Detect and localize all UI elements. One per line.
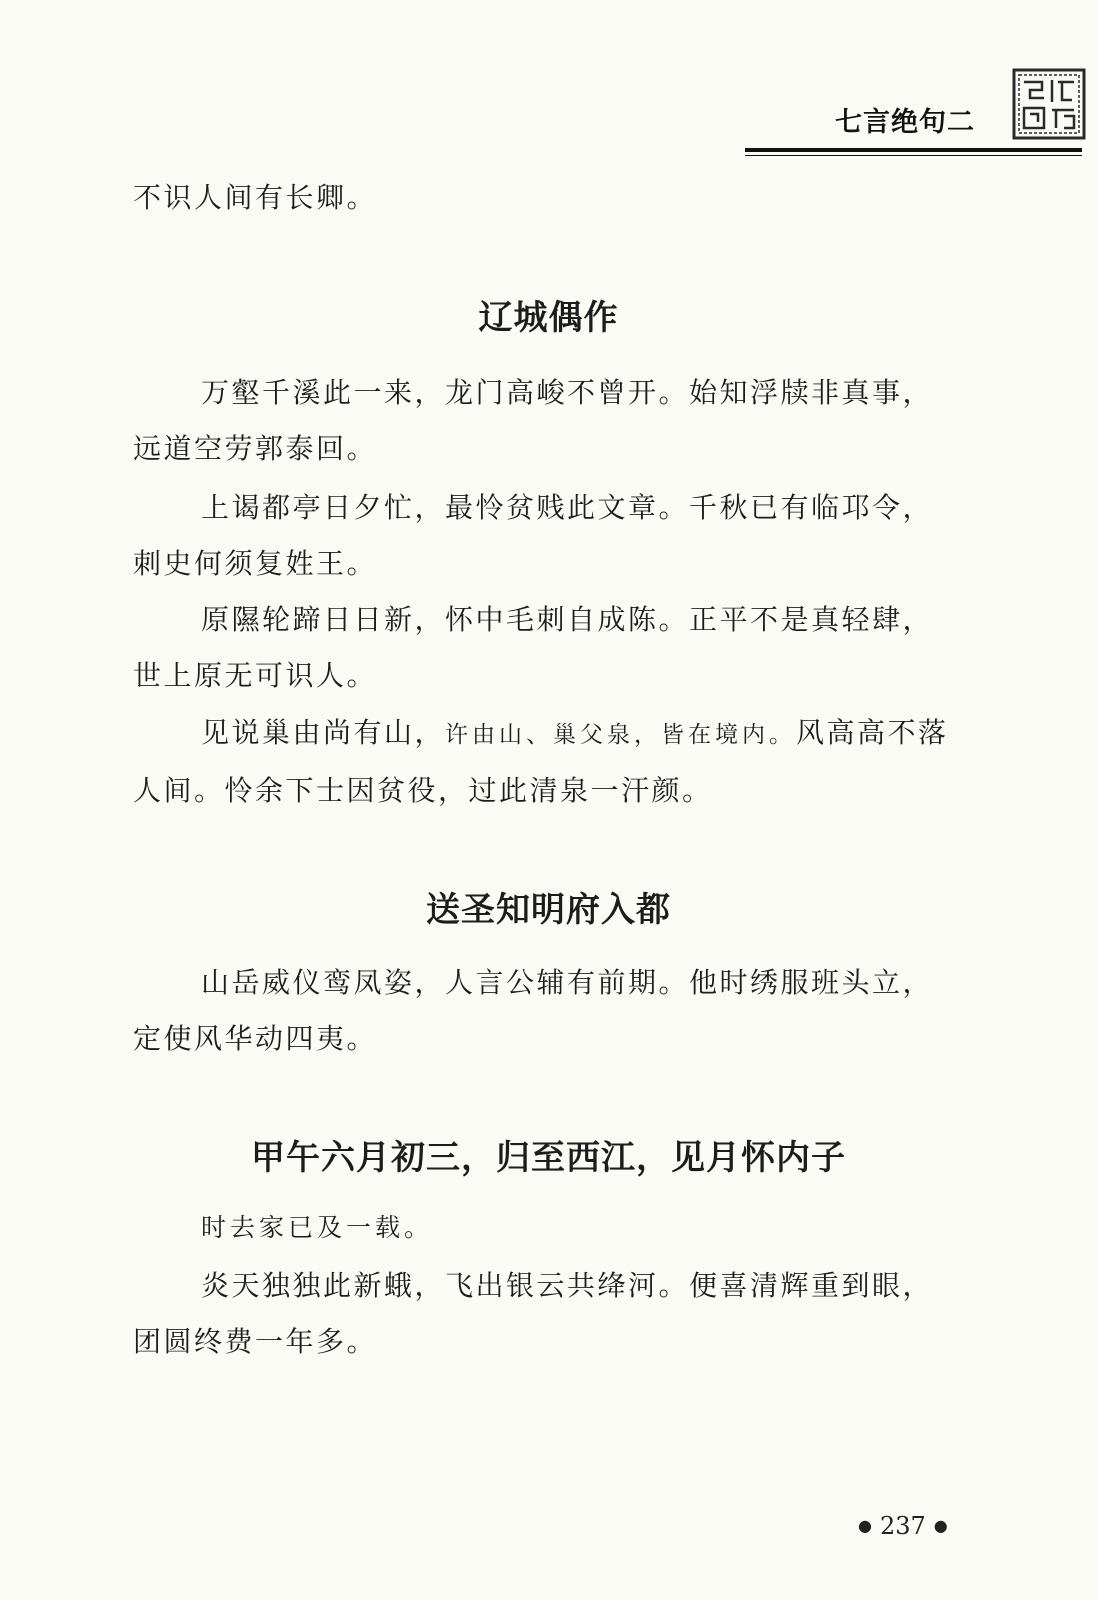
continuation-line: 不识人间有长卿。 <box>133 181 378 214</box>
stanza <box>133 592 983 704</box>
stanza-line: 远道空劳郭泰回。 <box>133 432 378 465</box>
stanza-line: 万壑千溪此一来，龙门高峻不曾开。始知浮牍非真事， <box>201 376 934 409</box>
page-number <box>850 1512 950 1540</box>
stanza-line: 人间。怜余下士因贫役，过此清泉一汗颜。 <box>133 774 713 807</box>
stanza-line: 团圆终费一年多。 <box>133 1325 378 1358</box>
inline-annotation: 许由山、巢父泉，皆在境内。 <box>445 722 797 748</box>
stanza-line: 山岳威仪鸾凤姿，人言公辅有前期。他时绣服班头立， <box>201 966 934 999</box>
header-rule-thin <box>745 155 1082 156</box>
running-header-title: 七言绝句二 <box>835 107 975 138</box>
stanza-line: 风高高不落 <box>796 716 949 749</box>
stanza-line: 上谒都亭日夕忙，最怜贫贱此文章。千秋已有临邛令， <box>201 491 934 524</box>
stanza <box>133 480 983 592</box>
stanza-line: 刺史何须复姓王。 <box>133 547 378 580</box>
stanza-line: 原隰轮蹄日日新，怀中毛刺自成陈。正平不是真轻肆， <box>201 603 934 636</box>
stanza <box>133 365 983 477</box>
stanza-line: 炎天独独此新蛾，飞出银云共绛河。便喜清辉重到眼， <box>201 1269 934 1302</box>
bullet-icon: ● <box>933 1516 948 1535</box>
poem-title: 送圣知明府入都 <box>426 890 671 930</box>
seal-stamp-icon <box>1012 68 1086 140</box>
stanza <box>133 705 983 819</box>
poem-title: 甲午六月初三，归至西江，见月怀内子 <box>251 1138 846 1178</box>
bullet-icon: ● <box>858 1516 872 1535</box>
stanza-line: 定使风华动四夷。 <box>133 1022 378 1055</box>
stanza <box>133 1258 983 1370</box>
stanza-line: 世上原无可识人。 <box>133 659 378 692</box>
poem-title: 辽城偶作 <box>478 298 619 338</box>
stanza-line: 见说巢由尚有山， <box>201 716 446 749</box>
header-rule-thick <box>745 148 1082 152</box>
page-number-value: 237 <box>879 1512 926 1540</box>
poem-preface: 时去家已及一载。 <box>201 1213 434 1242</box>
stanza <box>133 955 983 1067</box>
